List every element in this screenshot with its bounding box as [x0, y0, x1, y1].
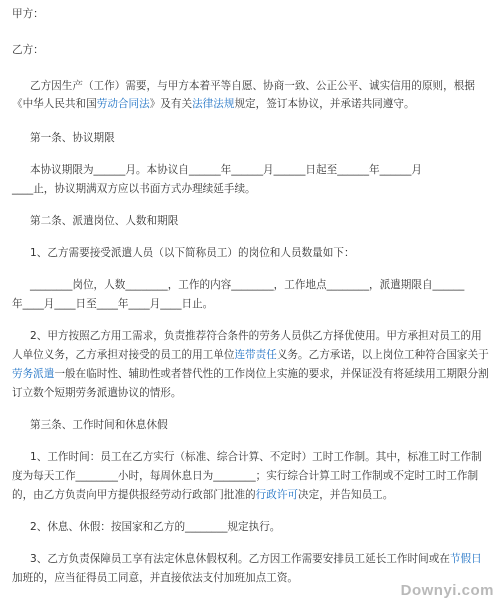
intro-text-1: 《中华人民共和国	[12, 98, 97, 110]
article-2-para-2-line-2	[12, 348, 494, 362]
article-3-para-1-text-a: 的，由乙方负责向甲方提供报经劳动行政部门批准的	[12, 489, 256, 501]
site-watermark: Downyi.com	[400, 582, 494, 599]
article-3-para-1-text-b: 决定，并告知员工。	[298, 489, 394, 501]
article-2-para-1-line-2: 年____月____日至____年____月____日止。	[12, 298, 214, 310]
article-2-para-2-text-c: 一般在临时性、辅助性或者替代性的工作岗位上实施的要求，并保证没有将延续用工期限分割	[54, 368, 489, 380]
article-1-title: 第一条、协议期限	[30, 132, 115, 144]
article-3-para-2: 2、休息、休假：按国家和乙方的________规定执行。	[30, 521, 281, 533]
article-2-para-2-line-1: 2、甲方按照乙方用工需求，负责推荐符合条件的劳务人员供乙方择优使用。甲方承担对员工的用	[30, 330, 482, 342]
article-2-para-2-line-4: 订立数个短期劳务派遣协议的情形。	[12, 387, 182, 399]
administrative-license-link[interactable]: 行政许可	[255, 489, 299, 501]
intro-line-1: 乙方因生产（工作）需要，与甲方本着平等自愿、协商一致、公正公平、诚实信用的原则，根据	[30, 80, 475, 92]
holiday-link[interactable]: 节假日	[449, 553, 482, 565]
article-3-title: 第三条、工作时间和休息休假	[30, 419, 168, 431]
party-b-label: 乙方：	[12, 44, 44, 56]
article-3-para-1-line-3	[12, 488, 494, 502]
article-3-para-3-line-2: 加班的，应当征得员工同意，并直接依法支付加班加点工资。	[12, 572, 299, 584]
article-3-para-1-line-2: 度为每天工作________小时，每周休息日为________；实行综合计算工时工作制或不定时工时工作制	[12, 470, 479, 482]
party-a-label: 甲方：	[12, 8, 44, 20]
article-1-line-1: 本协议期限为______月。本协议自______年______月______日起至______年______月	[30, 164, 422, 176]
article-2-para-2-text-a: 人单位义务，乙方承担对接受的员工的用工单位	[12, 349, 235, 361]
article-2-para-2-line-3	[12, 367, 494, 381]
article-1-line-2: ____止，协议期满双方应以书面方式办理续延手续。	[12, 183, 256, 195]
article-2-para-1-line-1: ________岗位，人数________，工作的内容________，工作地点________，派遣期限自______	[30, 279, 465, 291]
intro-line-2	[12, 97, 494, 111]
laws-regulations-link[interactable]: 法律法规	[192, 98, 235, 110]
article-3-para-1-line-1: 1、工作时间：员工在乙方实行（标准、综合计算、不定时）工时工作制。其中，标准工时工作制	[30, 451, 482, 463]
article-3-para-3-line-1	[30, 552, 494, 566]
article-3-para-3-text-a: 3、乙方负责保障员工享有法定休息休假权利。乙方因工作需要安排员工延长工作时间或在	[30, 553, 450, 565]
article-2-title: 第二条、派遣岗位、人数和期限	[30, 215, 179, 227]
labor-contract-law-link[interactable]: 劳动合同法	[96, 98, 150, 110]
intro-text-2: 》及有关	[149, 98, 193, 110]
joint-liability-link[interactable]: 连带责任	[234, 349, 277, 361]
article-2-para-2-text-b: 义务。乙方承诺，以上岗位工种符合国家关于	[276, 349, 489, 361]
labor-dispatch-link[interactable]: 劳务派遣	[12, 368, 55, 380]
article-2-para-1: 1、乙方需要接受派遣人员（以下简称员工）的岗位和人员数量如下：	[30, 247, 355, 259]
intro-text-3: 规定，签订本协议，并承诺共同遵守。	[234, 98, 415, 110]
